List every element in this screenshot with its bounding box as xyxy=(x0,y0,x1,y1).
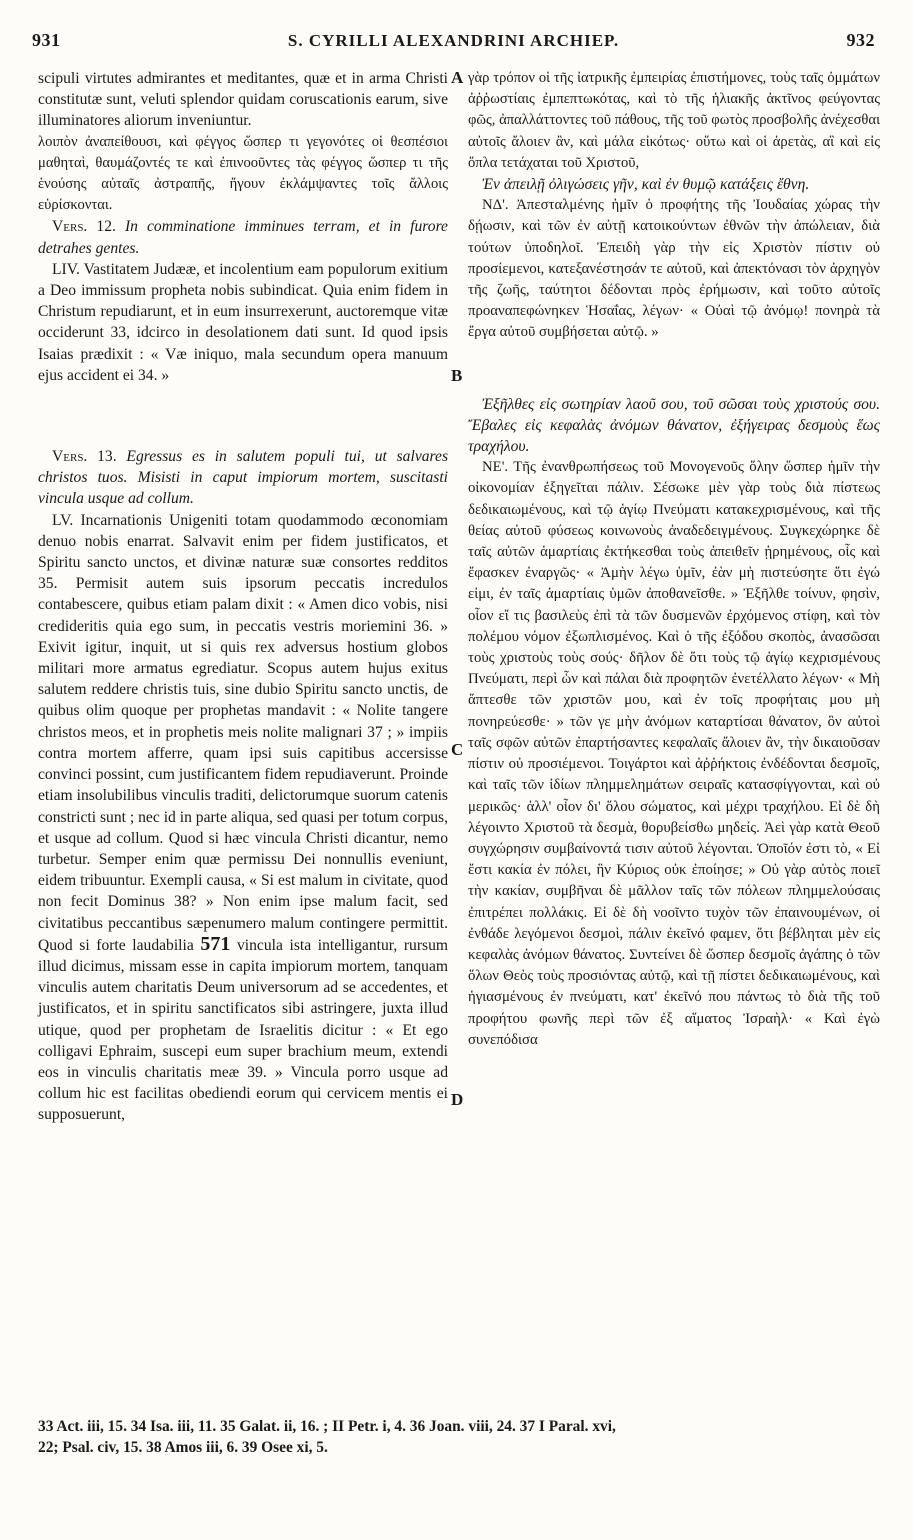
right-page-number: 932 xyxy=(846,30,875,50)
greek-paragraph-nd: ΝΔ'. Ἀπεσταλμένης ἡμῖν ὁ προφήτης τῆς Ἰουδαίας χώρας τὴν δῄωσιν, καὶ τῶν ἐν αὐτῇ κατοικούντων ἐθνῶν τὴν ἀπώλειαν, διὰ τούτων ὑποδηλοῖ. Ἐπειδὴ γὰρ τὴν εἰς Χριστὸν πίστιν οὐ προσίεμενοι, κατεξανέστησάν τε αὐτοῦ, καὶ ἀπεκτόνασι τὸν ἀρχηγὸν τῆς ζωῆς, ταύτητοι δέδονται πρὸς ἐρήμωσιν, καὶ τοῦτο αὐτοῖς προαναπεφώνηκεν Ἡσαΐας, λέγων· « Οὐαὶ τῷ ἀνόμῳ! πονηρὰ τὰ ἔργα αὐτοῦ συμβήσεται αὐτῷ. » xyxy=(468,197,880,341)
verse-12-greek: Ἐν ἀπειλῇ ὀλιγώσεις γῆν, καὶ ἐν θυμῷ κατάξεις ἔθνη. xyxy=(482,176,810,194)
page-header xyxy=(32,30,875,58)
latin-paragraph-liv: LIV. Vastitatem Judææ, et incolentium eam populorum exitium a Deo immissum propheta nobis subindicat. Quia enim fidem in Christum repudiarunt, et in eum insurrexerunt, auctoremque vitæ occiderunt 33, idcirco in desolationem dati sunt. Id quod ipsis Isaias prædixit : « Væ iniquo, mala secundum opera manuum ejus accident ei 34. » xyxy=(38,260,448,384)
margin-letter-c: C xyxy=(451,740,464,759)
verse-text: In comminatione imminues terram, et in furore detrahes gentes. xyxy=(38,218,448,257)
verse-13-greek: Ἐξῆλθες εἰς σωτηρίαν λαοῦ σου, τοῦ σῶσαι τοὺς χριστούς σου. Ἔβαλες εἰς κεφαλὰς ἀνόμων θάνατον, ἐξήγειρας δεσμοὺς ἕως τραχήλου. xyxy=(468,395,880,456)
footnotes xyxy=(38,1416,888,1458)
latin-column xyxy=(38,68,448,1126)
verse-13-latin xyxy=(38,446,448,510)
footnote-line-2: 22; Psal. civ, 15. 38 Amos iii, 6. 39 Osee xi, 5. xyxy=(38,1439,328,1456)
margin-letter-d: D xyxy=(451,1090,464,1109)
margin-letter-b: B xyxy=(451,366,463,385)
verse-label: Vers. 13. xyxy=(52,448,117,466)
margin-letter-a: A xyxy=(451,68,464,87)
latin-paragraph-lv-part1: LV. Incarnationis Unigeniti totam quodammodo œconomiam denuo nobis enarrat. Salvavit enim per fidem justificatos, et Spiritu sancto unctos, et divinæ naturæ suæ consortes redditos 35. Permisit autem suis ipsorum peccatis incredulos contabescere, quibus etiam palam dixit : « Amen dico vobis, nisi credideritis quia ego sum, in peccatis vestris moriemini 36. » Exivit igitur, inquit, ut si quis rex adversus hostium globos militari more armatus egrediatur. Scopus autem hujus exitus salutem reddere christis tuis, sine dubio Spiritu sancto unctis, de quibus olim quoque per prophetas mandavit : « Nolite tangere christos meos, et in prophetis meis nolite malignari 37 ; » impiis contra mortem afferre, quam ipsi suis capitibus accersisse convinci possint, cum justificantem fidem repudiaverunt. Proinde etiam insolubilibus vinculis traditi, delictorumque suorum catenis constricti sunt ; nec id in parte aliqua, sed quasi per totum corpus, et usque ad collum. Quod si hæc vincula Christi dicantur, nemo turbetur. Semper enim quæ permissu Dei nonnullis eveniunt, eidem tribuuntur. Exempli causa, « Si est malum in civitate, quod non fecit Dominus 38? » Non enim ipse malum facit, sed civitatibus peccantibus sæpenumero malum contingere permittit. Quod si forte laudabilia xyxy=(38,511,448,954)
greek-spill-line: λοιπὸν ἀναπείθουσι, καὶ φέγγος ὥσπερ τι γεγονότες οἱ θεσπέσιοι μαθηταὶ, θαυμάζοντές τε καὶ ἐπινοοῦντες τὰς φέγγος ὥσπερ τι τῆς ἑνούσης αὐταῖς ἀστραπῆς, ἤγουν ἐκλάμψαντες τοῖς ἄλλοις εὑρίσκονται. xyxy=(38,133,448,214)
greek-paragraph-1: γὰρ τρόπον οἱ τῆς ἰατρικῆς ἐμπειρίας ἐπιστήμονες, τοὺς ταῖς ὀμμάτων ἀῤῥωστίαις ἐμπεπτωκότας, καὶ τὸ τῆς ἡλιακῆς ἀκτῖνος φεύγοντας φῶς, ἀπαλλάττοντες τοῦ πάθους, τῆς τοῦ φωτὸς προσβολῆς ἀνέχεσθαι αὐτοῖς ἄλοιεν ἂν, καὶ μάλα εἰκότως· οὕτω καὶ οἱ ἀρετὰς, αἳ καὶ εἰς ὅπλα τετάχαται τοῦ Χριστοῦ, xyxy=(468,70,880,171)
running-title: S. CYRILLI ALEXANDRINI ARCHIEP. xyxy=(287,31,620,50)
greek-paragraph-ne: ΝΕ'. Τῆς ἐνανθρωπήσεως τοῦ Μονογενοῦς ὅλην ὥσπερ ἡμῖν τὴν οἰκονομίαν ἐξηγεῖται πάλιν. Σέσωκε μὲν γὰρ τοὺς διὰ πίστεως δεδικαιωμένους, καὶ τῷ ἁγίῳ Πνεύματι κατακεχρισμένους, καὶ τῆς θείας αὐτοῦ φύσεως κοινωνοὺς ἀναδεδειγμένους. Συγκεχώρηκε δὲ ταῖς αὐτῶν ἁμαρτίαις ἐκτήκεσθαι τοὺς ἀπειθεῖν ᾑρημένους, οἷς καὶ ἔφασκεν ἐναργῶς· « Ἀμὴν λέγω ὑμῖν, ἐὰν μὴ πιστεύσητε ὅτι ἐγώ εἰμι, ἐν ταῖς ἁμαρτίαις ὑμῶν ἀποθανεῖσθε. » Ἐξῆλθε τοίνυν, φησὶν, οἷον εἴ τις βασιλεὺς ἐπὶ τὰ τῶν δυσμενῶν ἐρχόμενος στίφη, καὶ τὸν πολέμου νόμον ἐξωπλισμένος. Καὶ ὁ τῆς ἐξόδου σκοπὸς, ἀνασῶσαι τοὺς χριστοὺς τοὺς σούς· δῆλον δὲ ὅτι τοὺς τῷ ἁγίῳ κεχρισμένους Πνεύματι, περὶ ὧν καὶ πάλαι διὰ προφητῶν ἐνετέλλατο λέγων· « Μὴ ἅπτεσθε τῶν χριστῶν μου, καὶ ἐν τοῖς προφήταις μου μὴ πονηρεύεσθε· » τῶν γε μὴν ἀνόμων καταρτίσαι θάνατον, ὃν αὐτοὶ ταῖς σφῶν αὐτῶν ἐπαρτήσαντες κεφαλαῖς ἄλοιεν ἂν, τὴν δικαιοῦσαν πίστιν οὐ προσιέμενοι. Τοιγάρτοι καὶ ἀῤῥήκτοις ἐνδέδονται δεσμοῖς, καὶ ταῖς τῶν ἰδίων πλημμελημάτων σειραῖς κατασφίγγονται, καὶ οὐ μερικῶς· ἀλλ' οἷον δι' ὅλου σώματος, καὶ μέχρι τραχήλου. Εἰ δὲ δὴ λέγοιντο Χριστοῦ τὰ δεσμὰ, θορυβείσθω μηδείς. Ἀεὶ γὰρ κατὰ Θεοῦ συγχώρησιν συμβαίνοντά τισιν αὐτοῦ λέγονται. Ὁποῖόν ἐστι τὸ, « Εἰ ἔστι κακία ἐν πόλει, ἣν Κύριος οὐκ ἐποίησε; » Οὐ γὰρ αὐτὸς ποιεῖ τὴν κακίαν, συμβῆναι δὲ μᾶλλον ταῖς τῶν πόλεων πλημμελούσαις ἐπιτρέπει πολλάκις. Εἰ δὲ δὴ νοοῖντο τυχὸν τῶν ἐπαινουμένων, οἱ ἐνθάδε λεγόμενοι δεσμοὶ, πάλιν ἐκεῖνό φαμεν, ὅτι βέβληται μὲν εἰς κεφαλὰς ἀνόμων θάνατος. Συντείνει δὲ ὥσπερ δεσμοῖς ἀγάπης ὁ τῶν ὅλων Θεὸς τοὺς προσιόντας αὐτῷ, καὶ τῇ πίστει δεδικαιωμένους, καὶ ἡγιασμένους ἐν πνεύματι, κατ' ἐκεῖνό που πάντως τὸ διὰ τῆς τοῦ προφήτου φωνῆς περὶ τῶν ἐξ αἵματος Ἰσραὴλ· « Καὶ ἐγὼ συνεπόδισα xyxy=(468,459,880,1048)
latin-paragraph-1: scipuli virtutes admirantes et meditantes, quæ et in arma Christi constitutæ sunt, veluti splendor quidam coruscationis earum, sive illuminatores aliorum inveniuntur. xyxy=(38,70,448,130)
latin-paragraph-lv xyxy=(38,510,448,1126)
verse-label: Vers. 12. xyxy=(52,218,116,236)
verse-text: Egressus es in salutem populi tui, ut salvares christos tuos. Misisti in caput impiorum mortem, suscitasti vincula usque ad collum. xyxy=(38,448,449,508)
footnote-line-1: 33 Act. iii, 15. 34 Isa. iii, 11. 35 Galat. ii, 16. ; II Petr. i, 4. 36 Joan. viii, 24. 37 I Paral. xvi, xyxy=(38,1418,616,1435)
edition-page-marker: 571 xyxy=(200,932,231,955)
left-page-number: 931 xyxy=(32,30,61,50)
greek-column xyxy=(468,68,880,1051)
verse-12-latin xyxy=(38,216,448,258)
latin-paragraph-lv-part2: vincula ista intelligantur, rursum illud dicimus, missam esse in capita impiorum mortem, tanquam vinculis autem charitatis Deum universorum ad se accedentes, et justificatos, et in spiritu sanctificatos sibi astringere, juxta illud utique, quod per prophetam de Israelitis dicitur : « Et ego colligavi Ephraim, suscepi eum super brachium meum, extendi eos in vinculis charitatis meæ 39. » Vincula porro usque ad collum hic est facilitas obediendi eorum qui cervicem mentis ei supposuerunt, xyxy=(38,936,449,1124)
